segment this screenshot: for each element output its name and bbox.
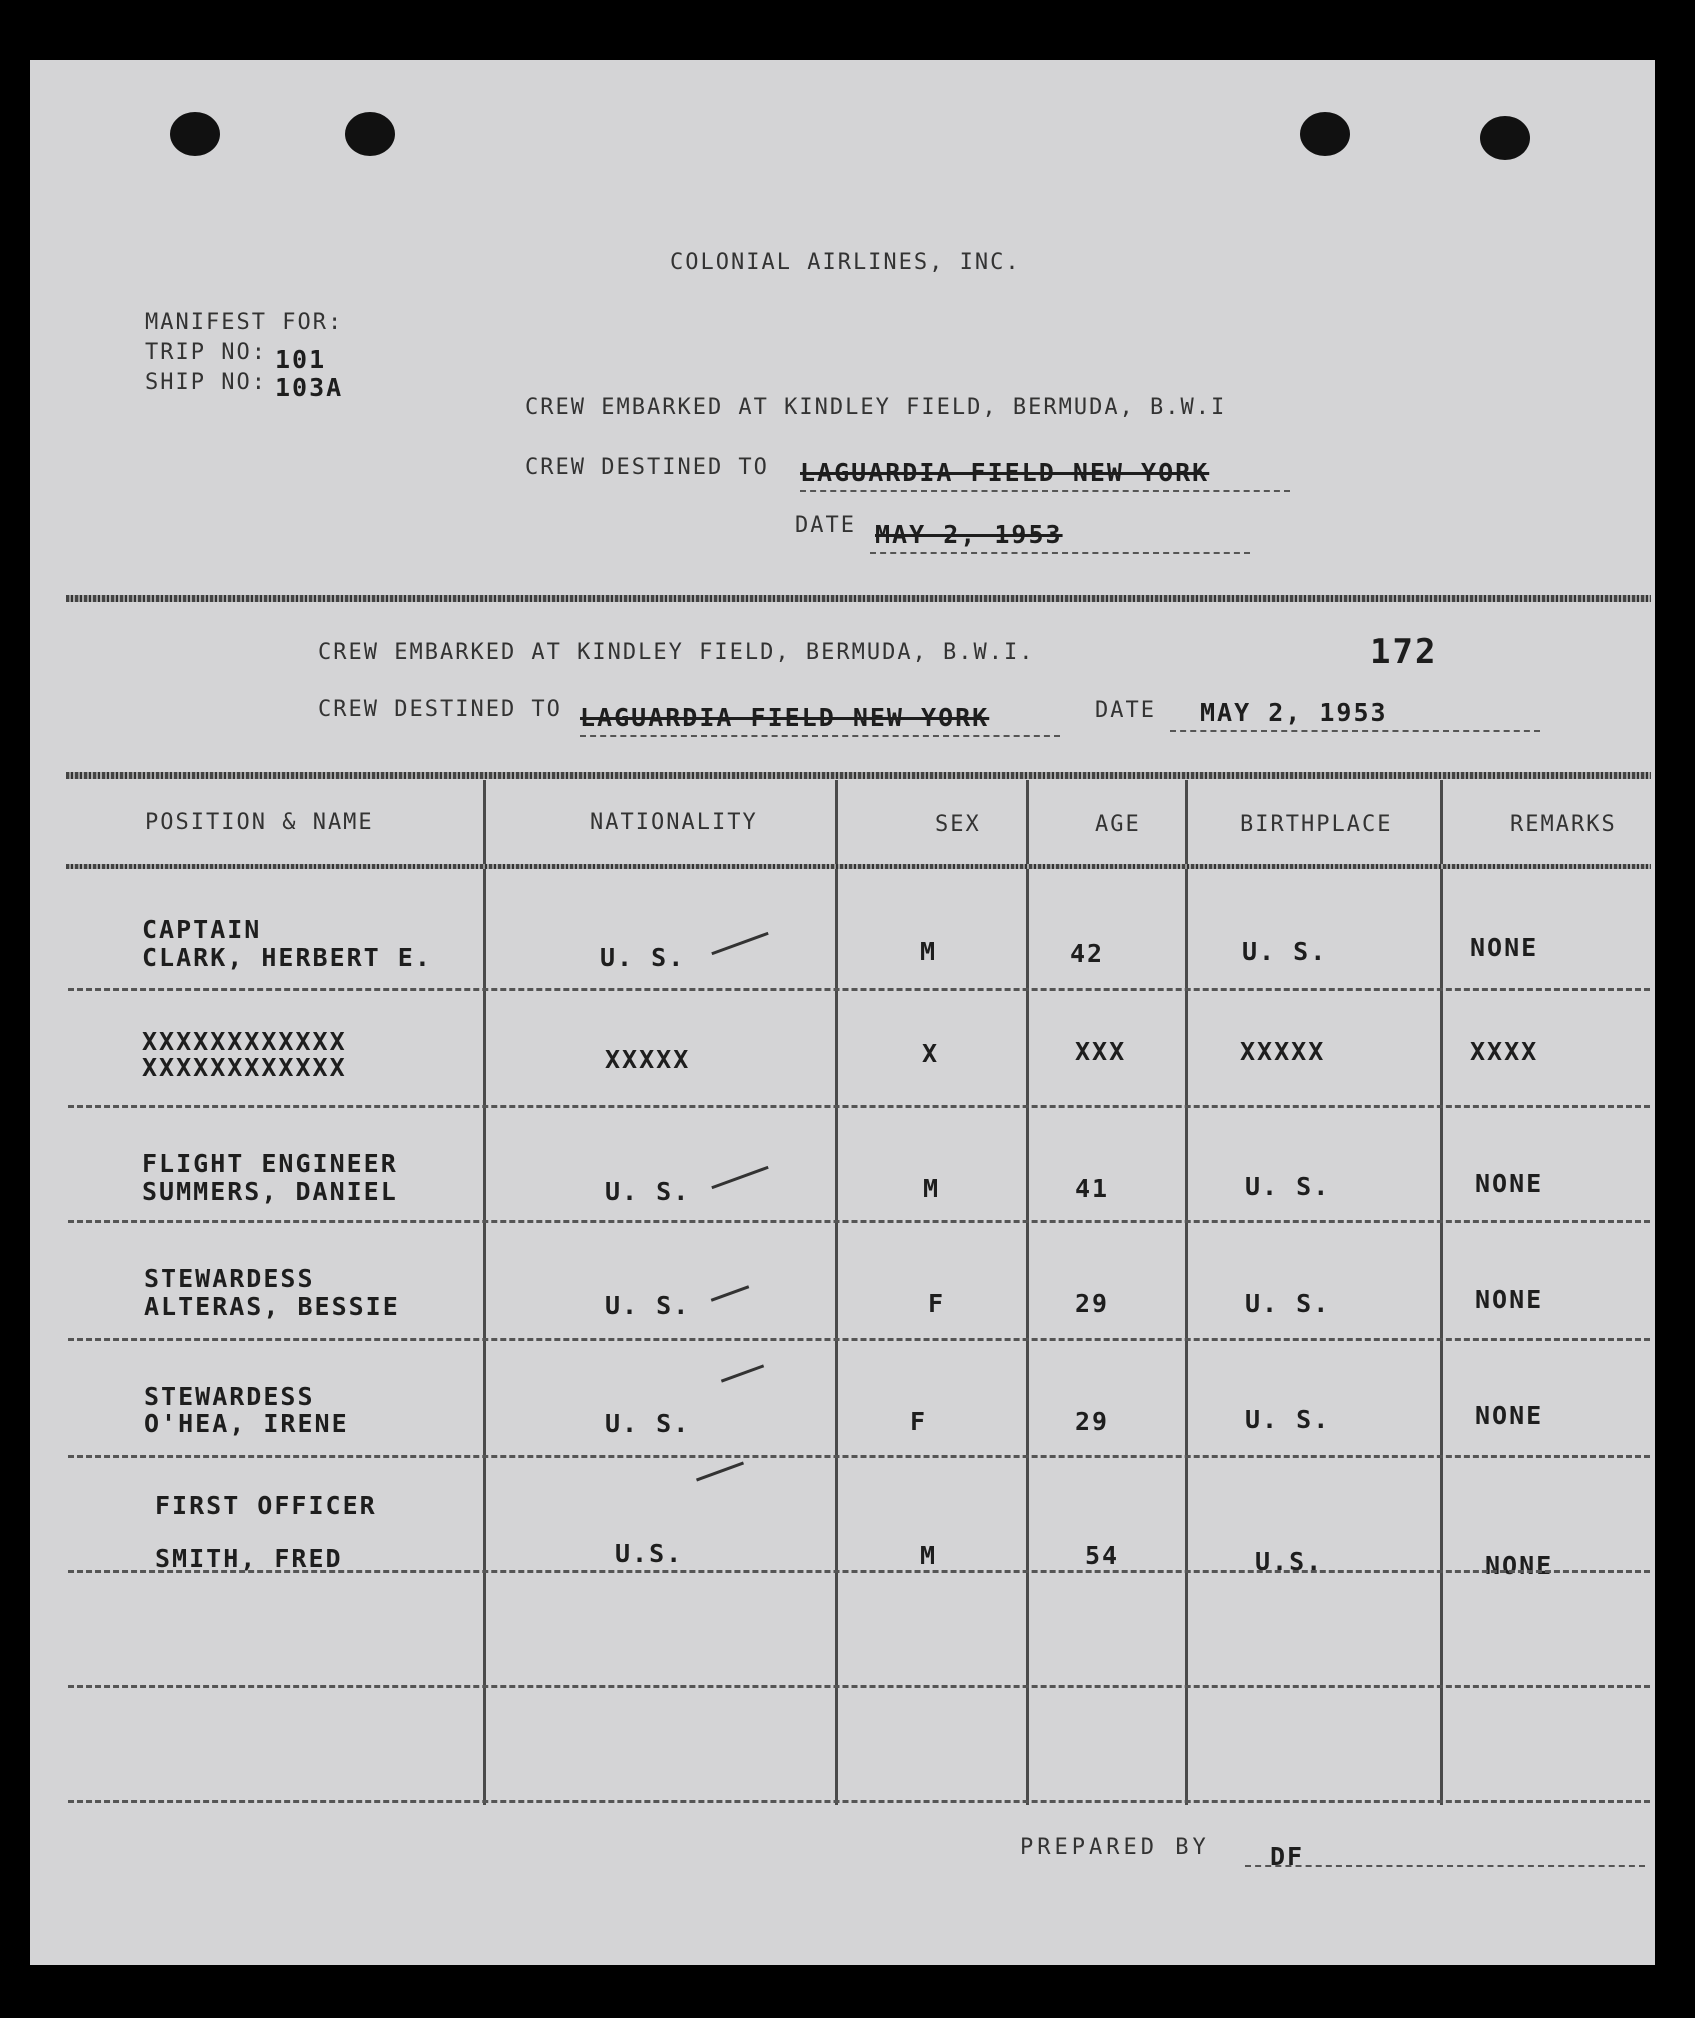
row3-sex: M [923,1174,941,1203]
row1-sex: M [920,937,938,966]
top-embarked-text: CREW EMBARKED AT KINDLEY FIELD, BERMUDA, B.W.I [525,395,1227,420]
row6-name: SMITH, FRED [155,1544,343,1573]
row1-birthplace: U. S. [1242,937,1328,966]
prepared-by-label: PREPARED BY [1020,1835,1210,1860]
row2-position: XXXXXXXXXXXX [142,1027,347,1056]
header-sex: SEX [935,812,981,837]
row3-checkmark [711,1166,768,1189]
row4-position: STEWARDESS [144,1264,315,1293]
row4-checkmark [711,1285,750,1302]
row6-checkmark [696,1462,744,1482]
row5-name: O'HEA, IRENE [144,1409,349,1438]
second-destined-label: CREW DESTINED TO [318,697,562,722]
header-remarks: REMARKS [1510,812,1617,837]
row4-name: ALTERAS, BESSIE [144,1292,400,1321]
row3-remarks: NONE [1475,1169,1544,1198]
row1-nationality: U. S. [600,943,686,972]
row2-birthplace: XXXXX [1240,1037,1326,1066]
row6-nationality: U.S. [615,1539,684,1568]
row6-position: FIRST OFFICER [155,1491,377,1520]
row5-sex: F [910,1407,928,1436]
row2-age: XXX [1075,1037,1127,1066]
trip-label: TRIP NO: [145,340,267,365]
row1-remarks: NONE [1470,933,1539,962]
row4-age: 29 [1075,1289,1110,1318]
row2-remarks: XXXX [1470,1037,1539,1066]
manifest-page [30,60,1655,1965]
header-position-name: POSITION & NAME [145,810,374,835]
header-bottom-border [66,864,1651,869]
row1-position: CAPTAIN [142,915,262,944]
second-date: MAY 2, 1953 [1200,698,1388,727]
row1-age: 42 [1070,939,1105,968]
punch-hole-1 [170,112,220,156]
row5-age: 29 [1075,1407,1110,1436]
row6-remarks: NONE [1485,1551,1554,1580]
row1-name: CLARK, HERBERT E. [142,943,432,972]
second-date-label: DATE [1095,698,1156,723]
row6-sex: M [920,1541,938,1570]
punch-hole-2 [345,112,395,156]
row2-sex: X [922,1039,940,1068]
top-date: MAY 2, 1953 [875,520,1063,549]
row6-age: 54 [1085,1541,1120,1570]
row4-birthplace: U. S. [1245,1289,1331,1318]
header-nationality: NATIONALITY [590,810,758,835]
second-destination: LAGUARDIA FIELD NEW YORK [580,703,990,732]
manifest-label: MANIFEST FOR: [145,310,344,335]
ship-number: 103A [275,373,344,402]
table-top-border [66,772,1651,779]
row5-birthplace: U. S. [1245,1405,1331,1434]
row2-name: XXXXXXXXXXXX [142,1053,347,1082]
prepared-by-initials: DF [1270,1842,1305,1871]
trip-number: 101 [275,345,327,374]
row6-birthplace: U.S. [1255,1547,1324,1576]
row2-nationality: XXXXX [605,1045,691,1074]
row4-remarks: NONE [1475,1285,1544,1314]
row3-birthplace: U. S. [1245,1172,1331,1201]
row1-checkmark [711,932,768,955]
row3-nationality: U. S. [605,1177,691,1206]
punch-hole-3 [1300,112,1350,156]
top-date-label: DATE [795,513,856,538]
row3-age: 41 [1075,1174,1110,1203]
ship-label: SHIP NO: [145,370,267,395]
company-name: COLONIAL AIRLINES, INC. [670,250,1021,275]
row5-nationality: U. S. [605,1409,691,1438]
row3-name: SUMMERS, DANIEL [142,1177,398,1206]
header-age: AGE [1095,812,1141,837]
row5-checkmark [721,1364,764,1382]
section-divider [66,595,1651,602]
manifest-number: 172 [1370,632,1438,672]
header-birthplace: BIRTHPLACE [1240,812,1393,837]
top-destined-label: CREW DESTINED TO [525,455,769,480]
top-destination: LAGUARDIA FIELD NEW YORK [800,458,1210,487]
second-embarked-text: CREW EMBARKED AT KINDLEY FIELD, BERMUDA, B.W.I. [318,640,1035,665]
punch-hole-4 [1480,116,1530,160]
row4-nationality: U. S. [605,1291,691,1320]
row3-position: FLIGHT ENGINEER [142,1149,398,1178]
row5-position: STEWARDESS [144,1382,315,1411]
row5-remarks: NONE [1475,1401,1544,1430]
row4-sex: F [928,1289,946,1318]
